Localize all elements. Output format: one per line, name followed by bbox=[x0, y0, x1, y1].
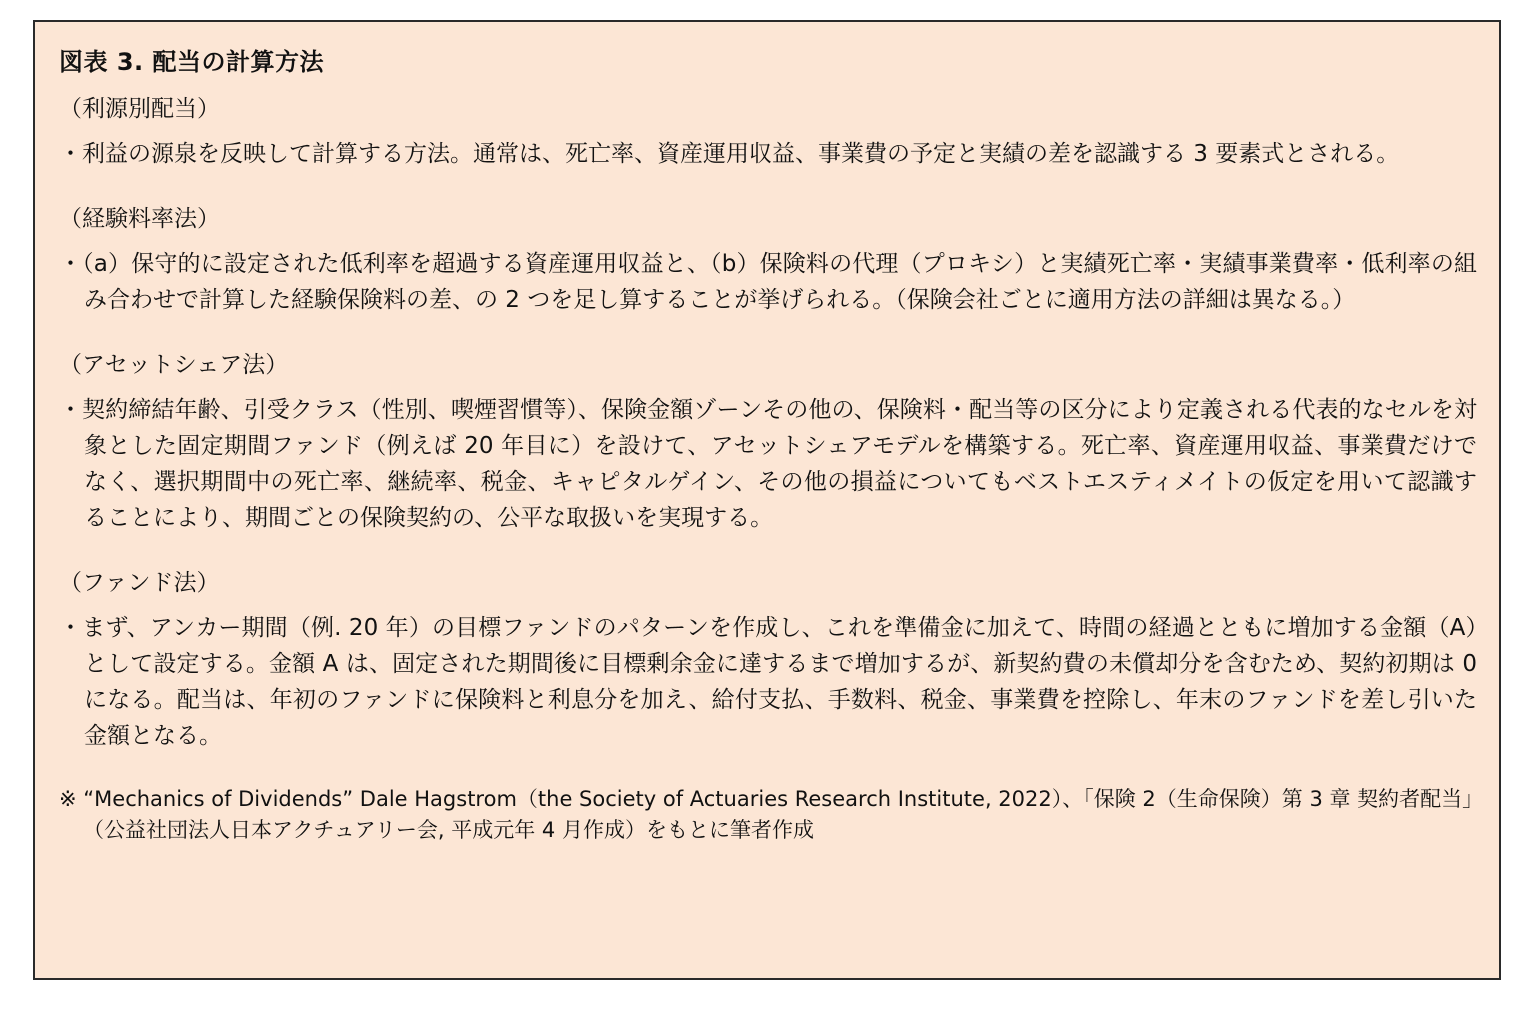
section-bullet: ・（a）保守的に設定された低利率を超過する資産運用収益と、（b）保険料の代理（プロキシ）と実績死亡率・実績事業費率・低利率の組み合わせで計算した経験保険料の差、の 2 つを足し算することが挙げられる。（保険会社ごとに適用方法の詳細は異なる。） bbox=[59, 251, 1477, 313]
section-heading: （利源別配当） bbox=[59, 96, 220, 122]
figure-title: 図表 3. 配当の計算方法 bbox=[59, 48, 325, 76]
section-heading: （経験料率法） bbox=[59, 206, 220, 232]
section-bullet: ・契約締結年齢、引受クラス（性別、喫煙習慣等）、保険金額ゾーンその他の、保険料・配当等の区分により定義される代表的なセルを対象とした固定期間ファンド（例えば 20 年目に）を設けて、アセットシェアモデルを構築する。死亡率、資産運用収益、事業費だけでなく、選択期間中の死亡率、継続率、税金、キャピタルゲイン、その他の損益についてもベストエスティメイトの仮定を用いて認識することにより、期間ごとの保険契約の、公平な取扱いを実現する。 bbox=[59, 397, 1477, 531]
figure-box bbox=[33, 20, 1501, 980]
section-experience-rating bbox=[59, 204, 1477, 318]
section-heading: （アセットシェア法） bbox=[59, 352, 289, 378]
section-bullet: ・まず、アンカー期間（例. 20 年）の目標ファンドのパターンを作成し、これを準備金に加えて、時間の経過とともに増加する金額（A）として設定する。金額 A は、固定された期間後に目標剰余金に達するまで増加するが、新契約費の未償却分を含むため、契約初期は 0 になる。配当は、年初のファンドに保険料と利息分を加え、給付支払、手数料、税金、事業費を控除し、年末のファンドを差し引いた金額となる。 bbox=[59, 615, 1477, 749]
section-bullet: ・利益の源泉を反映して計算する方法。通常は、死亡率、資産運用収益、事業費の予定と実績の差を認識する 3 要素式とされる。 bbox=[59, 141, 1400, 167]
source-note: ※ “Mechanics of Dividends” Dale Hagstrom（the Society of Actuaries Research Institute, 2022）、「保険 2（生命保険）第 3 章 契約者配当」（公益社団法人日本アクチュアリー会, 平成元年 4 月作成）をもとに筆者作成 bbox=[59, 787, 1473, 842]
section-asset-share bbox=[59, 350, 1477, 536]
section-fund bbox=[59, 568, 1477, 754]
section-heading: （ファンド法） bbox=[59, 570, 220, 596]
section-profit-source bbox=[59, 94, 1477, 172]
